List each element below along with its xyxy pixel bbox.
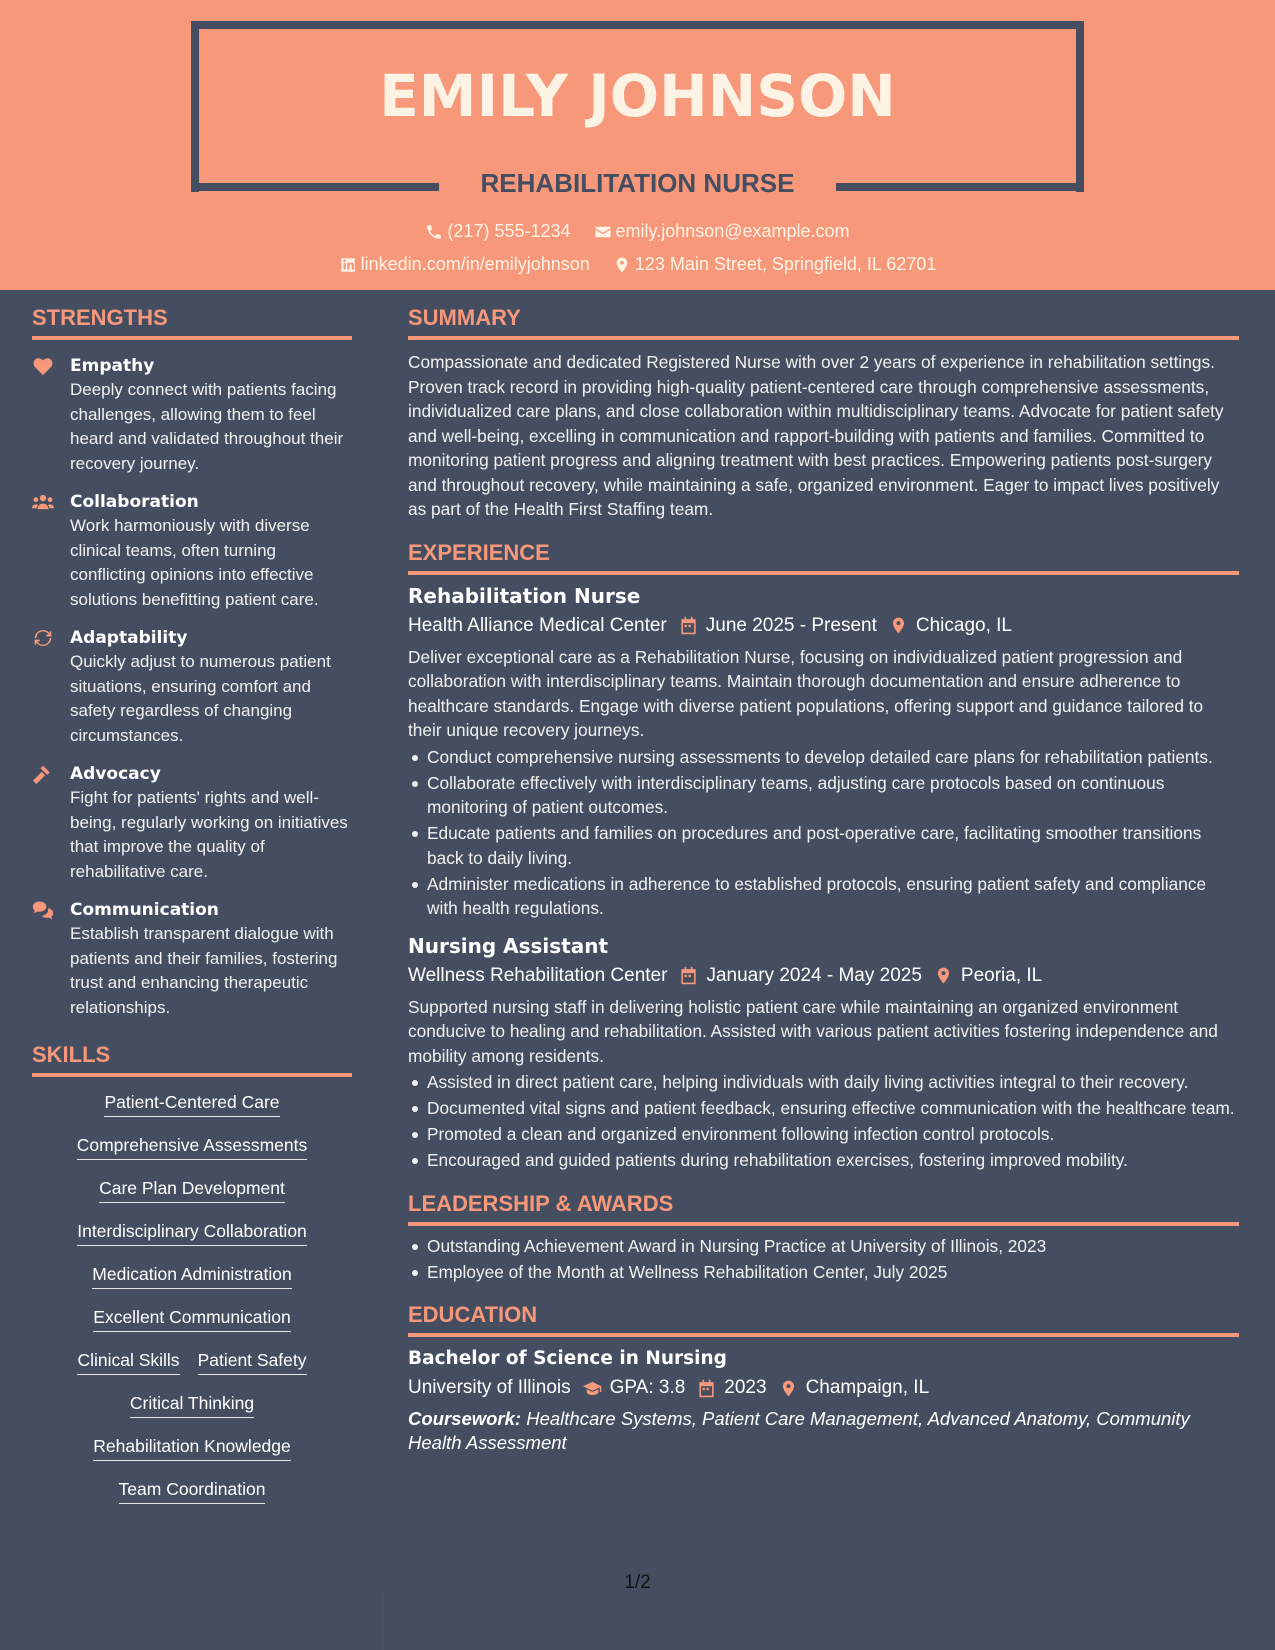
education-meta xyxy=(408,1373,1239,1403)
job-meta xyxy=(408,611,1239,641)
job-meta xyxy=(408,961,1239,991)
summary-text: Compassionate and dedicated Registered Nurse with over 2 years of experience in rehabilitation settings. Proven track record in providing high-quality patient-centered care through comprehensive assessments, individualized care plans, and close collaboration within multidisciplinary teams. Advocate for patient safety and well-being, excelling in communication and rapport-building with patients and families. Committed to monitoring patient progress and aligning treatment with best practices. Empowering patients post-surgery and throughout recovery, while maintaining a safe, organized environment. Eager to impact lives positively as part of the Health First Staffing team. xyxy=(408,352,1224,519)
skill-tag: Rehabilitation Knowledge xyxy=(93,1435,291,1461)
list-item: Employee of the Month at Wellness Rehabilitation Center, July 2025 xyxy=(408,1260,1239,1285)
job-bullets xyxy=(408,1070,1239,1173)
job-position: Nursing Assistant xyxy=(408,933,609,958)
list-item: Assisted in direct patient care, helping individuals with daily living activities integral to their recovery. xyxy=(408,1070,1239,1095)
job-dates: January 2024 - May 2025 xyxy=(706,964,922,986)
strength-desc: Deeply connect with patients facing challenges, allowing them to feel heard and validated throughout their recovery journey. xyxy=(70,380,344,473)
job-location: Peoria, IL xyxy=(960,964,1043,986)
phone[interactable] xyxy=(425,221,570,242)
job-company: Wellness Rehabilitation Center xyxy=(408,964,668,986)
job-company: Health Alliance Medical Center xyxy=(408,614,667,636)
page-number: 1/2 xyxy=(624,1572,651,1593)
header-band xyxy=(0,0,1275,290)
strength-title: Empathy xyxy=(70,356,155,376)
calendar-icon xyxy=(679,966,698,985)
job-description: Deliver exceptional care as a Rehabilitation Nurse, focusing on individualized patient progression and collaboration with interdisciplinary teams. Maintain thorough documentation and ensure adherence to healthcare standards. Engage with diverse patient populations, offering support and guidance tailored to their unique recovery journeys. xyxy=(408,646,1204,740)
strength-title: Collaboration xyxy=(70,492,199,512)
list-item: Educate patients and families on procedures and post-operative care, facilitating smoother transitions back to daily living. xyxy=(408,821,1239,870)
linkedin[interactable] xyxy=(339,254,590,275)
map-marker-icon xyxy=(889,616,908,635)
strength-desc: Fight for patients' rights and well-being, regularly working on initiatives that improve the quality of rehabilitative care. xyxy=(70,788,348,881)
users-icon xyxy=(32,492,54,512)
list-item: Documented vital signs and patient feedback, ensuring effective communication with the healthcare team. xyxy=(408,1096,1239,1121)
awards-heading: LEADERSHIP & AWARDS xyxy=(408,1191,1239,1226)
phone-icon xyxy=(425,223,443,241)
map-marker-icon xyxy=(779,1379,798,1398)
email-text: emily.johnson@example.com xyxy=(615,221,850,241)
calendar-icon xyxy=(697,1379,716,1398)
strength-desc: Quickly adjust to numerous patient situations, ensuring comfort and safety regardless of changing circumstances. xyxy=(70,652,331,745)
summary-heading: SUMMARY xyxy=(408,305,1239,340)
skills-heading: SKILLS xyxy=(32,1042,352,1077)
list-item: Collaborate effectively with interdisciplinary teams, adjusting care protocols based on continuous monitoring of patient outcomes. xyxy=(408,771,1239,820)
strength-item xyxy=(32,762,352,884)
school-location: Champaign, IL xyxy=(805,1377,930,1398)
map-marker-icon xyxy=(613,256,631,274)
phone-text: (217) 555-1234 xyxy=(447,221,571,241)
strength-item xyxy=(32,490,352,612)
skills-list xyxy=(32,1091,352,1504)
job-position: Rehabilitation Nurse xyxy=(408,583,641,608)
experience-heading: EXPERIENCE xyxy=(408,540,1239,575)
skill-tag: Medication Administration xyxy=(92,1263,291,1289)
candidate-name: EMILY JOHNSON xyxy=(379,62,896,130)
left-column xyxy=(32,305,352,1521)
strength-title: Advocacy xyxy=(70,764,161,784)
skill-tag: Clinical Skills xyxy=(77,1349,179,1375)
strength-item xyxy=(32,354,352,476)
column-divider xyxy=(382,1590,383,1650)
address xyxy=(613,254,937,275)
strength-title: Adaptability xyxy=(70,628,188,648)
sync-icon xyxy=(32,628,54,648)
strength-item xyxy=(32,898,352,1020)
list-item: Administer medications in adherence to established protocols, ensuring patient safety and compliance with health regulations. xyxy=(408,872,1239,921)
contact-row-2 xyxy=(0,254,1275,279)
address-text: 123 Main Street, Springfield, IL 62701 xyxy=(634,254,937,274)
awards-list xyxy=(408,1234,1239,1285)
skill-tag: Interdisciplinary Collaboration xyxy=(77,1220,307,1246)
strength-desc: Establish transparent dialogue with patients and their families, fostering trust and enhancing therapeutic relationships. xyxy=(70,924,338,1017)
email[interactable] xyxy=(594,221,850,242)
list-item: Encouraged and guided patients during rehabilitation exercises, fostering improved mobility. xyxy=(408,1148,1239,1173)
coursework-list: Healthcare Systems, Patient Care Management, Advanced Anatomy, Community Health Assessment xyxy=(408,1408,1190,1453)
comments-icon xyxy=(32,900,54,920)
linkedin-icon xyxy=(339,256,357,274)
strength-desc: Work harmoniously with diverse clinical teams, often turning conflicting opinions into effective solutions benefitting patient care. xyxy=(70,516,319,609)
job-entry xyxy=(408,931,1239,1173)
skill-tag: Patient Safety xyxy=(198,1349,307,1375)
school: University of Illinois xyxy=(408,1377,571,1398)
contact-row-1 xyxy=(0,221,1275,246)
strength-title: Communication xyxy=(70,900,219,920)
list-item: Conduct comprehensive nursing assessments to develop detailed care plans for rehabilitation patients. xyxy=(408,745,1239,770)
map-marker-icon xyxy=(934,966,953,985)
education-heading: EDUCATION xyxy=(408,1302,1239,1337)
strength-item xyxy=(32,626,352,748)
skill-tag: Patient-Centered Care xyxy=(104,1091,279,1117)
graduation-cap-icon xyxy=(583,1379,602,1398)
coursework xyxy=(408,1407,1239,1455)
strengths-heading: STRENGTHS xyxy=(32,305,352,340)
skill-tag: Critical Thinking xyxy=(130,1392,254,1418)
grad-year: 2023 xyxy=(724,1377,767,1398)
skill-tag: Excellent Communication xyxy=(93,1306,290,1332)
job-entry xyxy=(408,581,1239,921)
right-column xyxy=(408,305,1239,1455)
skill-tag: Team Coordination xyxy=(119,1478,266,1504)
coursework-label: Coursework: xyxy=(408,1408,522,1429)
calendar-icon xyxy=(679,616,698,635)
envelope-icon xyxy=(594,223,612,241)
job-location: Chicago, IL xyxy=(915,614,1012,636)
linkedin-text: linkedin.com/in/emilyjohnson xyxy=(360,254,590,274)
heart-icon xyxy=(32,356,54,376)
degree: Bachelor of Science in Nursing xyxy=(408,1348,727,1369)
job-title: REHABILITATION NURSE xyxy=(480,168,795,198)
job-bullets xyxy=(408,745,1239,921)
list-item: Promoted a clean and organized environment following infection control protocols. xyxy=(408,1122,1239,1147)
gpa: GPA: 3.8 xyxy=(609,1377,686,1398)
skill-tag: Comprehensive Assessments xyxy=(77,1134,308,1160)
gavel-icon xyxy=(32,764,54,784)
skill-tag: Care Plan Development xyxy=(99,1177,285,1203)
list-item: Outstanding Achievement Award in Nursing Practice at University of Illinois, 2023 xyxy=(408,1234,1239,1259)
job-dates: June 2025 - Present xyxy=(705,614,877,636)
job-description: Supported nursing staff in delivering holistic patient care while maintaining an organized environment conducive to healing and rehabilitation. Assisted with various patient activities fostering independence and mobility among residents. xyxy=(408,996,1218,1066)
